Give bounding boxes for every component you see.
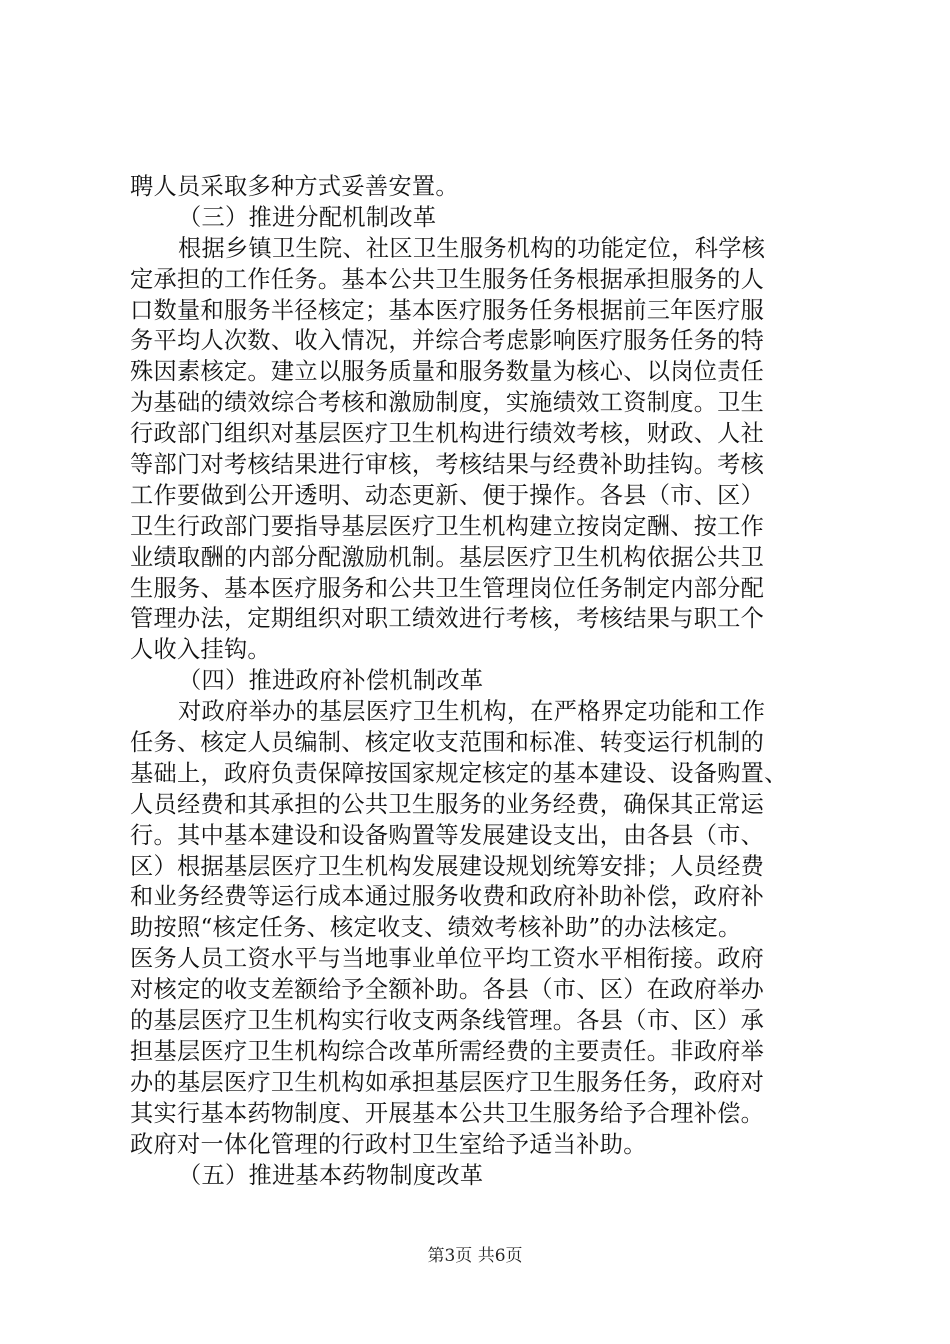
paragraph-line: 生服务、基本医疗服务和公共卫生管理岗位任务制定内部分配 <box>130 574 765 602</box>
paragraph-line: 医务人员工资水平与当地事业单位平均工资水平相衔接。政府 <box>130 945 765 973</box>
paragraph-line: 等部门对考核结果进行审核，考核结果与经费补助挂钩。考核 <box>130 451 765 479</box>
paragraph-line: 人员经费和其承担的公共卫生服务的业务经费，确保其正常运 <box>130 790 765 818</box>
paragraph-line: 工作要做到公开透明、动态更新、便于操作。各县（市、区） <box>130 481 765 509</box>
paragraph-line: 助按照“核定任务、核定收支、绩效考核补助”的办法核定。 <box>130 914 742 942</box>
paragraph-line: 人收入挂钩。 <box>130 636 271 664</box>
section-heading: （四）推进政府补偿机制改革 <box>178 667 484 695</box>
paragraph-line: 和业务经费等运行成本通过服务收费和政府补助补偿，政府补 <box>130 883 765 911</box>
page-footer: 第3页 共6页 <box>427 1246 523 1266</box>
paragraph-line: 定承担的工作任务。基本公共卫生服务任务根据承担服务的人 <box>130 265 765 293</box>
paragraph-line: 基础上，政府负责保障按国家规定核定的基本建设、设备购置、 <box>130 759 788 787</box>
section-heading: （五）推进基本药物制度改革 <box>178 1161 484 1189</box>
paragraph-line: 为基础的绩效综合考核和激励制度，实施绩效工资制度。卫生 <box>130 389 765 417</box>
paragraph-line: 政府对一体化管理的行政村卫生室给予适当补助。 <box>130 1130 647 1158</box>
paragraph-line: 担基层医疗卫生机构综合改革所需经费的主要责任。非政府举 <box>130 1037 765 1065</box>
paragraph-line: 其实行基本药物制度、开展基本公共卫生服务给予合理补偿。 <box>130 1099 765 1127</box>
document-body <box>130 172 830 1191</box>
paragraph-line: 聘人员采取多种方式妥善安置。 <box>130 173 459 200</box>
paragraph-line: 殊因素核定。建立以服务质量和服务数量为核心、以岗位责任 <box>130 358 765 386</box>
paragraph-line: 管理办法，定期组织对职工绩效进行考核，考核结果与职工个 <box>130 605 765 633</box>
paragraph-line: 行。其中基本建设和设备购置等发展建设支出，由各县（市、 <box>130 821 765 849</box>
paragraph-line: 任务、核定人员编制、核定收支范围和标准、转变运行机制的 <box>130 729 765 757</box>
paragraph-line: 行政部门组织对基层医疗卫生机构进行绩效考核，财政、人社 <box>130 420 765 448</box>
paragraph-line: 根据乡镇卫生院、社区卫生服务机构的功能定位，科学核 <box>178 234 766 262</box>
paragraph-line: 业绩取酬的内部分配激励机制。基层医疗卫生机构依据公共卫 <box>130 543 765 571</box>
paragraph-line: 卫生行政部门要指导基层医疗卫生机构建立按岗定酬、按工作 <box>130 512 765 540</box>
paragraph-line: 对政府举办的基层医疗卫生机构，在严格界定功能和工作 <box>178 698 766 726</box>
paragraph-line: 办的基层医疗卫生机构如承担基层医疗卫生服务任务，政府对 <box>130 1068 765 1096</box>
section-heading: （三）推进分配机制改革 <box>178 203 437 231</box>
paragraph-line: 务平均人次数、收入情况，并综合考虑影响医疗服务任务的特 <box>130 327 765 355</box>
paragraph-line: 对核定的收支差额给予全额补助。各县（市、区）在政府举办 <box>130 976 765 1004</box>
paragraph-line: 口数量和服务半径核定；基本医疗服务任务根据前三年医疗服 <box>130 296 765 324</box>
paragraph-line: 区）根据基层医疗卫生机构发展建设规划统筹安排；人员经费 <box>130 852 765 880</box>
paragraph-line: 的基层医疗卫生机构实行收支两条线管理。各县（市、区）承 <box>130 1007 765 1035</box>
